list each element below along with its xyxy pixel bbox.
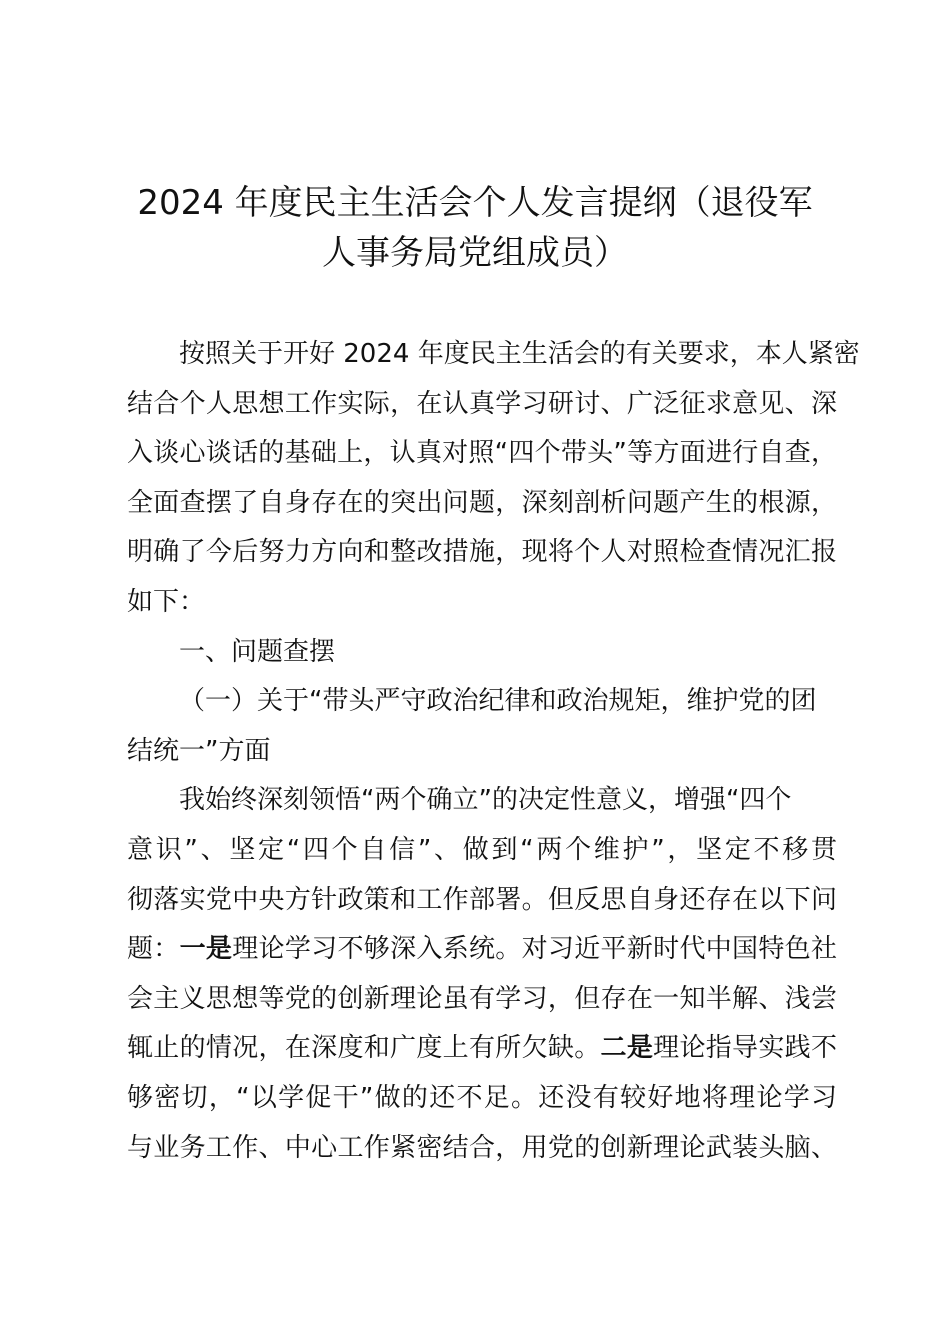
document-title: [120, 178, 830, 278]
title-line: 人事务局党组成员）: [322, 233, 628, 273]
document-body: [127, 330, 860, 1173]
bold-marker: 二是: [600, 1033, 654, 1064]
body-line: 与业务工作、中心工作紧密结合，用党的创新理论武装头脑、: [127, 1132, 837, 1163]
line-text: 理论学习不够深入系统。对习近平新时代中国特色社: [232, 934, 837, 965]
body-line: 结合个人思想工作实际，在认真学习研讨、广泛征求意见、深: [127, 388, 837, 419]
subsection-heading-cont: 结统一”方面: [127, 735, 271, 766]
body-line-with-bold: [127, 1024, 837, 1074]
body-line: 入谈心谈话的基础上，认真对照“四个带头”等方面进行自查，: [127, 438, 837, 469]
line-text: 理论指导实践不: [653, 1033, 837, 1064]
body-line: 全面查摆了自身存在的突出问题，深刻剖析问题产生的根源，: [127, 487, 837, 518]
section-heading: 一、问题查摆: [179, 636, 336, 667]
body-line: 会主义思想等党的创新理论虽有学习，但存在一知半解、浅尝: [127, 983, 837, 1014]
title-line: 2024 年度民主生活会个人发言提纲（退役军: [137, 183, 813, 223]
body-line: 我始终深刻领悟“两个确立”的决定性意义，增强“四个: [179, 785, 792, 816]
subsection-heading: （一）关于“带头严守政治纪律和政治规矩，维护党的团: [179, 686, 817, 717]
body-line: 意识”、坚定“四个自信”、做到“两个维护”，坚定不移贯: [127, 834, 837, 865]
bold-marker: 一是: [179, 934, 233, 965]
body-line: 明确了今后努力方向和整改措施，现将个人对照检查情况汇报: [127, 537, 837, 568]
line-text: 辄止的情况，在深度和广度上有所欠缺。: [127, 1033, 601, 1064]
body-line: 如下：: [127, 586, 206, 617]
body-line: 按照关于开好 2024 年度民主生活会的有关要求，本人紧密: [179, 339, 860, 369]
body-line: 彻落实党中央方针政策和工作部署。但反思自身还存在以下问: [127, 884, 837, 915]
line-text: 题：: [127, 934, 180, 965]
body-line-with-bold: [127, 925, 837, 975]
body-line: 够密切，“以学促干”做的还不足。还没有较好地将理论学习: [127, 1082, 837, 1113]
